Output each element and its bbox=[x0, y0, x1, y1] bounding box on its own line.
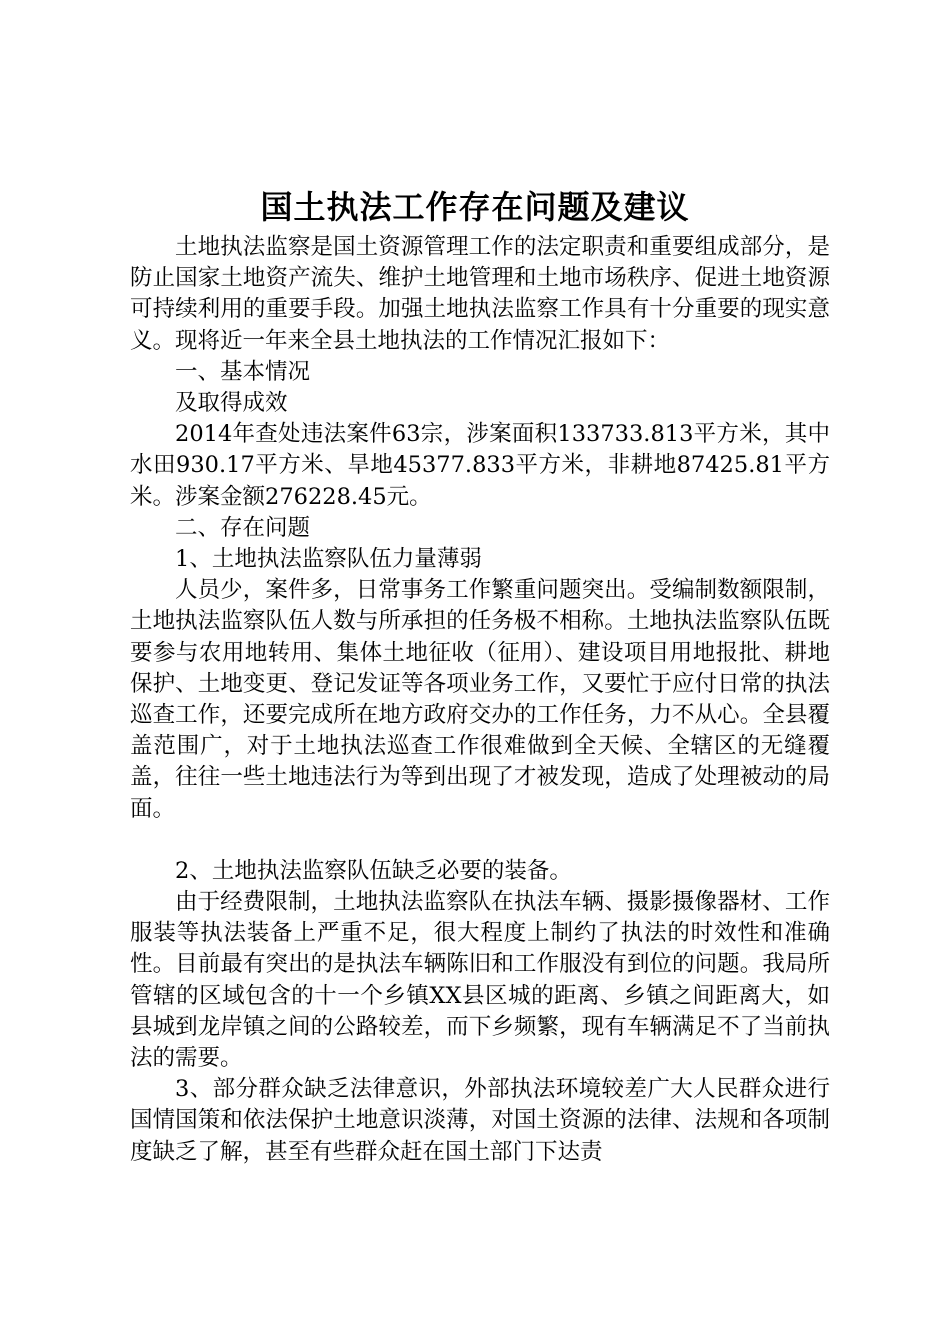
problem-1-paragraph: 人员少，案件多，日常事务工作繁重问题突出。受编制数额限制，土地执法监察队伍人数与所承担的任务极不相称。土地执法监察队伍既要参与农用地转用、集体土地征收（征用）、建设项目用地报批、耕地保护、土地变更、登记发证等各项业务工作，又要忙于应付日常的执法巡查工作，还要完成所在地方政府交办的工作任务，力不从心。全县覆盖范围广，对于土地执法巡查工作很难做到全天候、全辖区的无缝覆盖，往往一些土地违法行为等到出现了才被发现，造成了处理被动的局面。 bbox=[130, 577, 830, 822]
document-title: 国土执法工作存在问题及建议 bbox=[260, 188, 690, 226]
problem-2-heading: 2、土地执法监察队伍缺乏必要的装备。 bbox=[175, 857, 572, 884]
problem-2-paragraph: 由于经费限制，土地执法监察队在执法车辆、摄影摄像器材、工作服装等执法装备上严重不足，很大程度上制约了执法的时效性和准确性。目前最有突出的是执法车辆陈旧和工作服没有到位的问题。我局所管辖的区域包含的十一个乡镇XX县区城的距离、乡镇之间距离大，如县城到龙岸镇之间的公路较差，而下乡频繁，现有车辆满足不了当前执法的需要。 bbox=[130, 889, 830, 1072]
section-heading-problems: 二、存在问题 bbox=[175, 514, 311, 541]
section-heading-basic-situation: 一、基本情况 bbox=[175, 358, 311, 385]
problem-3-paragraph: 3、部分群众缺乏法律意识，外部执法环境较差广大人民群众进行国情国策和依法保护土地意识淡薄，对国土资源的法律、法规和各项制度缺乏了解，甚至有些群众赶在国土部门下达责 bbox=[130, 1076, 830, 1165]
document-body bbox=[130, 232, 830, 1168]
statistics-paragraph: 2014年查处违法案件63宗，涉案面积133733.813平方米，其中水田930.17平方米、旱地45377.833平方米，非耕地87425.81平方米。涉案金额276228.45元。 bbox=[130, 421, 830, 510]
section-heading-achievements: 及取得成效 bbox=[175, 390, 288, 417]
intro-paragraph: 土地执法监察是国土资源管理工作的法定职责和重要组成部分，是防止国家土地资产流失、维护土地管理和土地市场秩序、促进土地资源可持续利用的重要手段。加强土地执法监察工作具有十分重要的现实意义。现将近一年来全县土地执法的工作情况汇报如下： bbox=[130, 234, 830, 354]
problem-1-heading: 1、土地执法监察队伍力量薄弱 bbox=[175, 546, 482, 573]
